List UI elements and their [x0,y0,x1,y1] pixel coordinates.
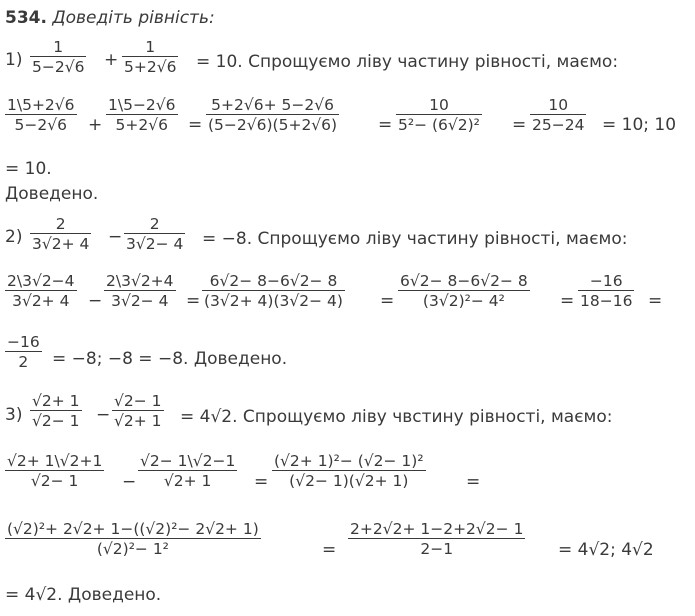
p2-fraction-2: $\frac{2}{3√2- 4}$ [126,215,184,253]
p2-fraction-1: $\frac{2}{3√2+ 4}$ [32,215,90,253]
equals-sign: = [380,291,395,311]
p1-statement: = 10. Спрощуємо ліву частину рівності, маємо: [196,52,619,72]
equals-sign: = [560,291,575,311]
p3-fraction-1: $\frac{√2+ 1}{√2- 1}$ [32,392,80,430]
equals-sign: = [512,115,527,135]
p1-row3: = 10. [5,159,52,179]
p1-row2-fraction-4: $\frac{10}{\text{5²− (6√2)²}}$ [398,96,480,134]
p3-row3-tail: = 4√2; 4√2 [558,540,654,560]
p1-row2-fraction-2: $\frac{1\backslash 5-2√6}{5+2√6}$ [108,96,176,134]
minus-sign: − [122,472,137,492]
p2-row3-tail: = −8; −8 = −8. Доведено. [52,349,288,369]
part3-label: 3) [5,405,23,425]
p3-row2-fraction-3: $\frac{\text{(√2+ 1)²− (√2− 1)²}}{(√2- 1)(√2+ 1)}$ [274,452,424,490]
p3-fraction-2: $\frac{√2- 1}{√2+ 1}$ [114,392,162,430]
p1-fraction-1: $\frac{1}{5-2√6}$ [32,38,85,76]
plus-sign: + [88,115,103,135]
p3-row3-fraction-2: $\frac{2+2√2+ 1-2+2√2- 1}{2-1}$ [350,520,524,558]
p1-row2-tail: = 10; 10 [602,115,677,135]
equals-sign: = [254,472,269,492]
p1-row2-fraction-5: $\frac{10}{25-24}$ [532,96,585,134]
p1-row2-fraction-1: $\frac{1\backslash 5+2√6}{5-2√6}$ [7,96,75,134]
part1-label: 1) [5,50,23,70]
p3-row4: = 4√2. Доведено. [5,585,162,605]
equals-sign: = [648,291,663,311]
p3-row2-fraction-2: $\frac{√2- 1\backslash√2-1}{√2+ 1}$ [140,452,236,490]
p1-row2-fraction-3: $\frac{5+2√6+ 5-2√6}{(5-2√6)(5+2√6)}$ [208,96,338,134]
p2-row2-fraction-3: $\frac{6√2- 8-6√2- 8}{(3√2+ 4)(3√2- 4)}$ [204,272,343,310]
exercise-number: 534. [5,8,47,28]
part2-label: 2) [5,227,23,247]
minus-sign: − [108,227,123,247]
p2-row2-fraction-5: $\frac{-16}{18-16}$ [580,272,633,310]
exercise-task: Доведіть рівність: [52,8,215,28]
p1-done: Доведено. [5,184,99,204]
equals-sign: = [322,540,337,560]
equals-sign: = [378,115,393,135]
p1-fraction-2: $\frac{1}{5+2√6}$ [124,38,177,76]
p3-row2-fraction-1: $\frac{√2+ 1\backslash√2+1}{√2- 1}$ [7,452,103,490]
plus-sign: + [104,50,119,70]
exercise-title [5,8,215,28]
minus-sign: − [96,405,111,425]
p2-row2-fraction-2: $\frac{2\backslash 3√2+4}{3√2- 4}$ [106,272,174,310]
equals-sign: = [188,115,203,135]
p3-statement: = 4√2. Спрощуємо ліву чвстину рівності, маємо: [180,407,613,427]
equals-sign: = [186,291,201,311]
p2-row2-fraction-4: $\frac{6√2- 8-6√2- 8}{\text{(3√2)²− 4²}}$ [400,272,528,310]
p3-row3-fraction-1: $\frac{\text{(√2)²+ 2√2+ 1−((√2)²− 2√2+ 1)}}{\text{(√2)²− 1²}}$ [7,520,259,558]
equals-sign: = [466,472,481,492]
p2-statement: = −8. Спрощуємо ліву частину рівності, маємо: [202,229,628,249]
minus-sign: − [88,291,103,311]
p2-row3-fraction: $\frac{-16}{2}$ [7,333,40,371]
p2-row2-fraction-1: $\frac{2\backslash 3√2-4}{3√2+ 4}$ [7,272,75,310]
